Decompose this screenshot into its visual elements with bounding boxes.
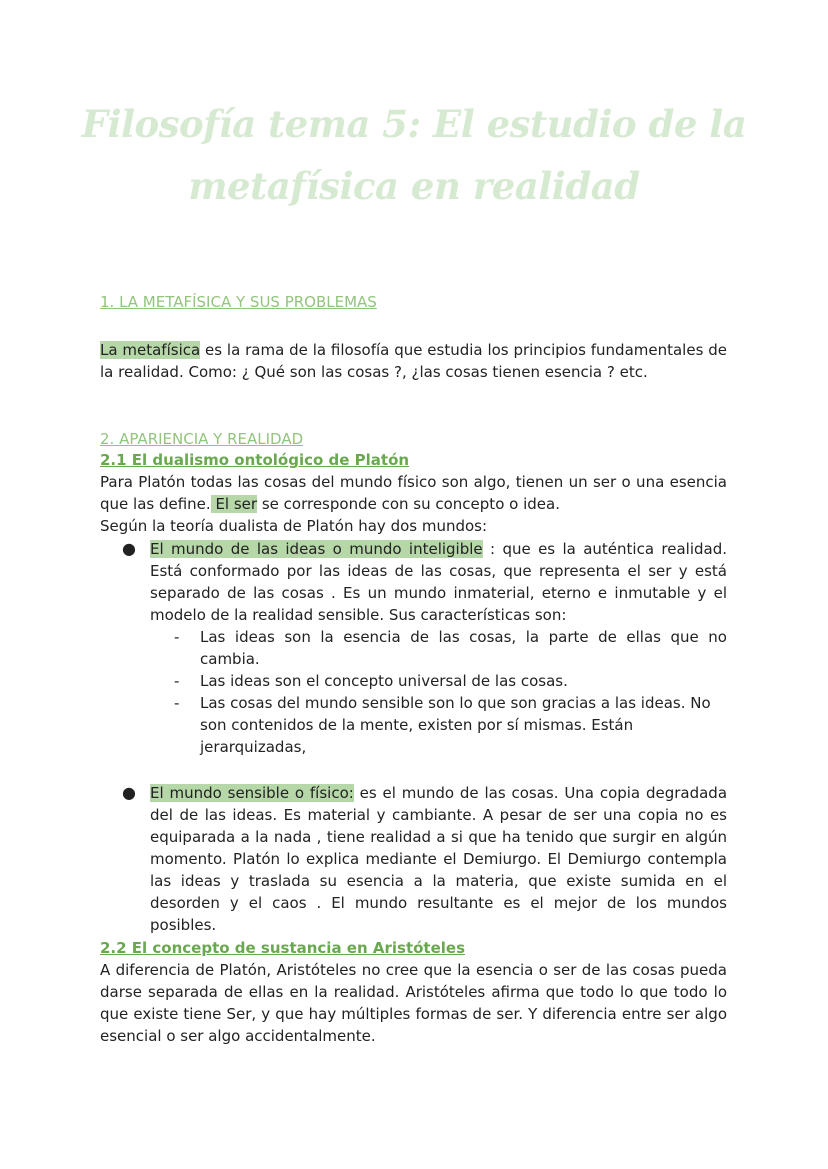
dash-icon: - xyxy=(174,694,180,712)
paragraph-dos-mundos: Según la teoría dualista de Platón hay dos mundos: xyxy=(100,517,488,535)
highlighted-term: El mundo de las ideas o mundo inteligible xyxy=(150,540,483,558)
paragraph-platon-intro xyxy=(100,471,727,515)
bullet-icon: ● xyxy=(122,783,136,802)
bullet-mundo-inteligible xyxy=(150,538,727,626)
dash-icon: - xyxy=(174,672,180,690)
paragraph-text: Para Platón todas las cosas del mundo físico son algo, tienen un ser o una esencia que las define. xyxy=(100,473,727,513)
document-title-line-1: Filosofía tema 5: El estudio de la xyxy=(81,102,747,146)
paragraph-metafisica xyxy=(100,339,727,383)
highlighted-term: El ser xyxy=(210,495,258,513)
paragraph-text: se corresponde con su concepto o idea. xyxy=(257,495,560,513)
paragraph-text: es la rama de la filosofía que estudia los principios fundamentales de la realidad. Como: ¿ Qué son las cosas ?, ¿las cosas tienen esencia ? etc. xyxy=(100,341,727,381)
section-heading-metafisica: 1. LA METAFÍSICA Y SUS PROBLEMAS xyxy=(100,293,377,311)
dash-item-3: Las cosas del mundo sensible son lo que son gracias a las ideas. No son contenidos de la mente, existen por sí mismas. Están jerarquizadas, xyxy=(200,694,711,756)
dash-item-2: Las ideas son el concepto universal de las cosas. xyxy=(200,672,568,690)
subsection-heading-aristoteles: 2.2 El concepto de sustancia en Aristóteles xyxy=(100,939,466,957)
bullet-icon: ● xyxy=(122,539,136,558)
bullet-mundo-sensible xyxy=(150,782,727,936)
bullet-text: es el mundo de las cosas. Una copia degradada del de las ideas. Es material y cambiante. A pesar de ser una copia no es equiparada a la nada , tiene realidad a si que ha tenido que surgir en algún momento. Platón lo explica mediante el Demiurgo. El Demiurgo contempla las ideas y traslada su esencia a la materia, que existe sumida en el desorden y el caos . El mundo resultante es el mejor de los mundos posibles. xyxy=(150,784,728,934)
highlighted-term: El mundo sensible o físico: xyxy=(150,784,354,802)
dash-item-1: Las ideas son la esencia de las cosas, la parte de ellas que no cambia. xyxy=(200,628,727,668)
paragraph-aristoteles: A diferencia de Platón, Aristóteles no cree que la esencia o ser de las cosas pueda darse separada de ellas en la realidad. Aristóteles afirma que todo lo que todo lo que existe tiene Ser, y que hay múltiples formas de ser. Y diferencia entre ser algo esencial o ser algo accidentalmente. xyxy=(100,961,727,1045)
document-title-line-2: metafísica en realidad xyxy=(188,164,640,208)
section-heading-apariencia: 2. APARIENCIA Y REALIDAD xyxy=(100,430,304,448)
bullet-text: : que es la auténtica realidad. Está conformado por las ideas de las cosas, que representa el ser y está separado de las cosas . Es un mundo inmaterial, eterno e inmutable y el modelo de la realidad sensible. Sus características son: xyxy=(150,540,727,624)
subsection-heading-platon: 2.1 El dualismo ontológico de Platón xyxy=(100,451,410,469)
dash-icon: - xyxy=(174,628,180,646)
highlighted-term: La metafísica xyxy=(100,341,201,359)
